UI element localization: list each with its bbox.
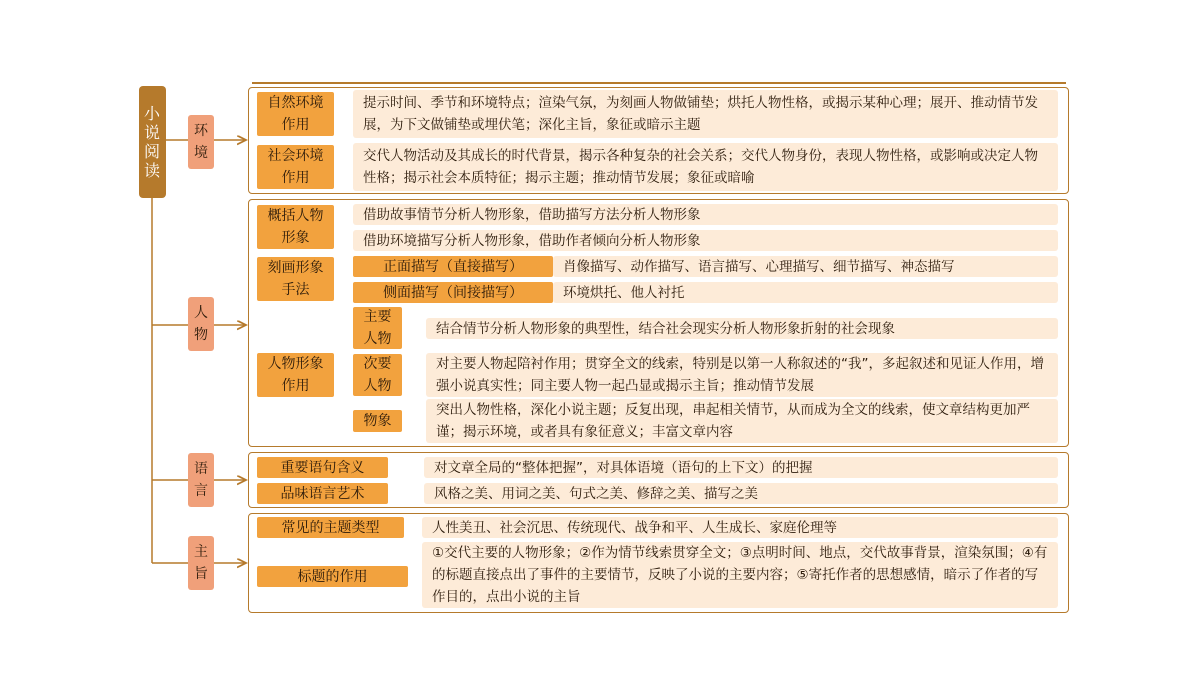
method-indirect-desc: 环境烘托、他人衬托 xyxy=(553,282,1058,303)
method-indirect-label: 侧面描写（间接描写） xyxy=(353,282,553,303)
environment-social-desc: 交代人物活动及其成长的时代背景，揭示各种复杂的社会关系；交代人物身份，表现人物性格，或影响或决定人物性格；揭示社会本质特征；揭示主题；推动情节发展；象征或暗喻 xyxy=(353,143,1058,191)
theme-title-desc: ①交代主要的人物形象；②作为情节线索贯穿全文；③点明时间、地点，交代故事背景，渲染氛围；④有的标题直接点出了事件的主要情节，反映了小说的主要内容；⑤寄托作者的思想感情，暗示了作者的写作目的，点出小说的主旨 xyxy=(422,542,1058,608)
language-meaning-desc: 对文章全局的“整体把握”，对具体语境（语句的上下文）的把握 xyxy=(424,457,1058,478)
environment-social-label: 社会环境 作用 xyxy=(257,145,334,189)
role-main-desc: 结合情节分析人物形象的典型性，结合社会现实分析人物形象折射的社会现象 xyxy=(426,318,1058,339)
environment-natural-desc: 提示时间、季节和环境特点；渲染气氛，为刻画人物做铺垫；烘托人物性格，或揭示某种心理；展开、推动情节发展，为下文做铺垫或埋伏笔；深化主旨，象征或暗示主题 xyxy=(353,90,1058,138)
root-novel-reading: 小 说 阅 读 xyxy=(139,86,166,198)
environment-natural-label: 自然环境 作用 xyxy=(257,92,334,136)
role-secondary-label: 次要 人物 xyxy=(353,354,402,396)
theme-types-desc: 人性美丑、社会沉思、传统现代、战争和平、人生成长、家庭伦理等 xyxy=(422,517,1058,538)
character-summary-desc-1: 借助故事情节分析人物形象，借助描写方法分析人物形象 xyxy=(353,204,1058,225)
language-meaning-label: 重要语句含义 xyxy=(257,457,388,478)
category-environment: 环 境 xyxy=(188,115,214,169)
role-secondary-desc: 对主要人物起陪衬作用；贯穿全文的线索，特别是以第一人称叙述的“我”，多起叙述和见证人作用，增强小说真实性；同主要人物一起凸显或揭示主旨；推动情节发展 xyxy=(426,353,1058,397)
character-summary-label: 概括人物 形象 xyxy=(257,205,334,249)
language-art-desc: 风格之美、用词之美、句式之美、修辞之美、描写之美 xyxy=(424,483,1058,504)
character-summary-desc-2: 借助环境描写分析人物形象，借助作者倾向分析人物形象 xyxy=(353,230,1058,251)
character-methods-label: 刻画形象 手法 xyxy=(257,257,334,301)
method-direct-label: 正面描写（直接描写） xyxy=(353,256,553,277)
role-main-label: 主要 人物 xyxy=(353,307,402,349)
theme-types-label: 常见的主题类型 xyxy=(257,517,404,538)
method-direct-desc: 肖像描写、动作描写、语言描写、心理描写、细节描写、神态描写 xyxy=(553,256,1058,277)
language-art-label: 品味语言艺术 xyxy=(257,483,388,504)
role-object-desc: 突出人物性格，深化小说主题；反复出现，串起相关情节，从而成为全文的线索，使文章结构更加严谨；揭示环境，或者具有象征意义；丰富文章内容 xyxy=(426,399,1058,443)
theme-title-label: 标题的作用 xyxy=(257,566,408,587)
role-object-label: 物象 xyxy=(353,410,402,432)
top-rule xyxy=(252,82,1066,84)
category-character: 人 物 xyxy=(188,297,214,351)
character-roles-label: 人物形象 作用 xyxy=(257,353,334,397)
category-language: 语 言 xyxy=(188,453,214,507)
category-theme: 主 旨 xyxy=(188,536,214,590)
